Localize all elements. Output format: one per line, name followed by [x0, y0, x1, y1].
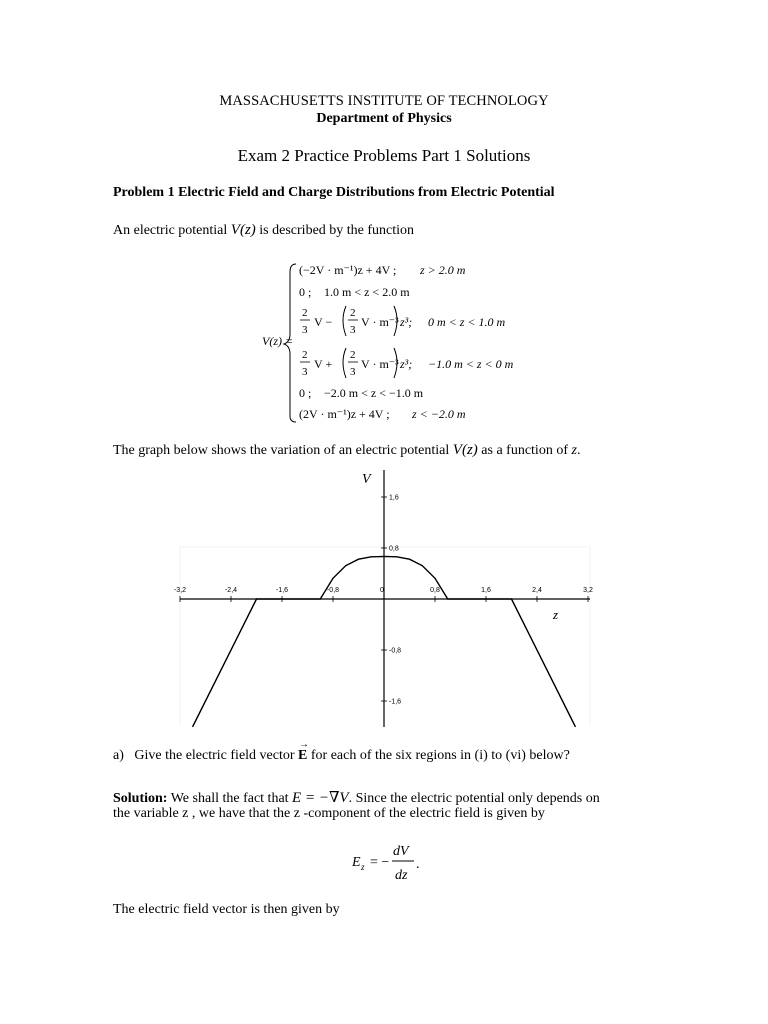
- piece-1-expr: (−2V · m⁻¹)z + 4V ;: [299, 263, 397, 277]
- piece-4-tail: z³;: [400, 357, 413, 371]
- piece-4-mid: V +: [314, 357, 333, 371]
- department-name: Department of Physics: [316, 111, 452, 126]
- graph-intro-end: .: [576, 443, 581, 458]
- x-tick-label: -3,2: [173, 587, 187, 594]
- graph-intro-z: z: [571, 443, 577, 458]
- ez-sub: z: [361, 862, 365, 872]
- piece-3-tail: z³;: [400, 315, 413, 329]
- part-a-e-vector: → E: [298, 739, 310, 763]
- data-point: [447, 598, 448, 599]
- piece-3-inner-den: 3: [350, 324, 356, 336]
- piece-1-cond: z > 2.0 m: [420, 263, 466, 277]
- intro-text-a: An electric potential: [113, 223, 228, 238]
- part-a-text-b: for each of the six regions in (i) to (vi) below?: [310, 748, 570, 763]
- data-point: [371, 556, 372, 557]
- x-tick-label: 1,6: [481, 587, 491, 594]
- data-point: [511, 598, 512, 599]
- y-tick-label: 1,6: [389, 494, 399, 502]
- piece-3-frac-num: 2: [302, 307, 308, 319]
- solution-line-1: [113, 788, 600, 807]
- data-point: [575, 726, 576, 727]
- piece-4-inner-den: 3: [350, 366, 356, 378]
- part-a-text-a: Give the electric field vector: [134, 748, 295, 763]
- x-tick-label: -2,4: [224, 587, 238, 594]
- piece-3-frac-den: 3: [302, 324, 308, 336]
- y-tick-label: -0,8: [389, 647, 402, 655]
- x-tick-label: 0: [380, 587, 384, 594]
- graph-intro: [113, 442, 580, 459]
- data-point: [396, 556, 397, 557]
- data-point: [409, 559, 410, 560]
- intro-line: [113, 222, 414, 239]
- piece-4-cond: −1.0 m < z < 0 m: [428, 357, 514, 371]
- piece-3-inner: V · m⁻³: [361, 315, 399, 329]
- data-point: [434, 578, 435, 579]
- ez-lhs: E: [352, 855, 361, 870]
- solution-text-b: . Since the electric potential only depends on: [348, 791, 600, 806]
- institution-name: MASSACHUSETTS INSTITUTE OF TECHNOLOGY: [219, 93, 549, 109]
- data-point: [345, 565, 346, 566]
- x-tick-label: 3,2: [583, 587, 593, 594]
- data-point: [422, 565, 423, 566]
- ez-end: .: [416, 857, 420, 872]
- x-axis-label: z: [553, 607, 559, 622]
- piece-5-cond: −2.0 m < z < −1.0 m: [324, 386, 424, 400]
- x-tick-label: 2,4: [532, 587, 542, 594]
- ez-num: dV: [393, 844, 409, 859]
- intro-text-b: is described by the function: [259, 223, 415, 238]
- piece-4-frac-num: 2: [302, 349, 308, 361]
- data-point: [383, 556, 384, 557]
- piece-3-mid: V −: [314, 315, 333, 329]
- data-point: [358, 559, 359, 560]
- piece-5-expr: 0 ;: [299, 386, 312, 400]
- part-a-label: a): [113, 748, 124, 763]
- piece-4-frac-den: 3: [302, 366, 308, 378]
- graph-intro-a: The graph below shows the variation of an electric potential: [113, 443, 450, 458]
- piece-4-inner-num: 2: [350, 349, 356, 361]
- problem-title: Problem 1 Electric Field and Charge Distributions from Electric Potential: [113, 185, 555, 200]
- data-point: [320, 598, 321, 599]
- piece-6-expr: (2V · m⁻¹)z + 4V ;: [299, 407, 390, 421]
- data-point: [256, 598, 257, 599]
- solution-equation: E = −∇V: [292, 790, 349, 806]
- x-tick-label: -0,8: [326, 587, 340, 594]
- piece-2-cond: 1.0 m < z < 2.0 m: [324, 285, 410, 299]
- ez-equation: [348, 838, 468, 888]
- solution-label: Solution:: [113, 791, 168, 806]
- graph-intro-vz: V(z): [452, 442, 478, 458]
- piece-2-expr: 0 ;: [299, 285, 312, 299]
- piecewise-equation: [0, 258, 768, 428]
- exam-title: Exam 2 Practice Problems Part 1 Solutions: [237, 146, 531, 165]
- y-tick-label: 0,8: [389, 545, 399, 553]
- ez-eq: = −: [370, 855, 390, 870]
- y-tick-label: -1,6: [389, 698, 402, 706]
- data-point: [192, 726, 193, 727]
- closing-line: The electric field vector is then given by: [113, 902, 340, 917]
- equation-lhs: V(z) =: [262, 334, 294, 348]
- data-point: [332, 578, 333, 579]
- solution-text-a: We shall the fact that: [170, 791, 289, 806]
- piece-3-inner-num: 2: [350, 307, 356, 319]
- intro-vz: V(z): [230, 222, 256, 238]
- piece-3-cond: 0 m < z < 1.0 m: [428, 315, 506, 329]
- piece-4-inner: V · m⁻³: [361, 357, 399, 371]
- solution-line-2: the variable z , we have that the z -component of the electric field is given by: [113, 806, 545, 821]
- chart-grid: [180, 547, 590, 725]
- part-a-line: [113, 739, 570, 764]
- x-tick-label: 0,8: [430, 587, 440, 594]
- piece-6-cond: z < −2.0 m: [412, 407, 466, 421]
- x-tick-label: -1,6: [275, 587, 289, 594]
- potential-chart: [0, 465, 768, 730]
- y-axis-label: V: [362, 472, 371, 487]
- graph-intro-b: as a function of: [481, 443, 568, 458]
- ez-den: dz: [395, 868, 408, 883]
